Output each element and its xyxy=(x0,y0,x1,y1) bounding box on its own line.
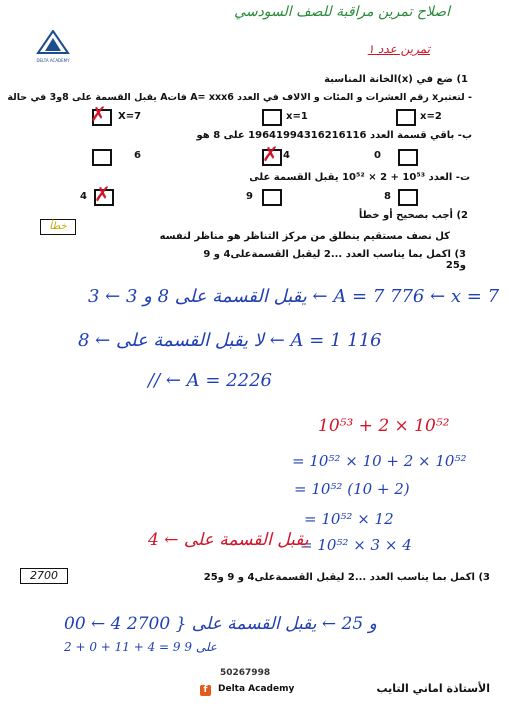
logo-text: DELTA ACADEMY xyxy=(36,58,70,63)
q1a-checkbox-3[interactable] xyxy=(396,109,416,126)
q3-repeat: 3) اكمل بما يناسب العدد ...2 ليقبل القسمةعلى4 و 9 و25 xyxy=(203,572,490,583)
q3-title: 3) اكمل بما يناسب العدد ...2 ليقبل القسمةعلى4 و 9 و25 xyxy=(203,249,466,271)
academy-name: Delta Academy xyxy=(218,684,295,694)
academy-logo xyxy=(36,30,70,63)
delta-triangle-icon xyxy=(36,30,70,54)
final-line-1: 00 ← 4 و 25 ← يقبل القسمة على { 2700 xyxy=(64,614,377,634)
q1-title: 1) ضع في (x)الخانة المناسبة xyxy=(324,74,468,85)
work-line-3: // ← A = 2226 xyxy=(148,370,272,391)
q1a-option-1: X=7 xyxy=(118,111,142,122)
work-line-2: 8 ← لا يقبل القسمة على ← A = 1 116 xyxy=(78,330,382,351)
q1c-text: ت- العدد 10⁵³ + 2 × 10⁵² يقبل القسمة على xyxy=(249,172,470,183)
check-mark-icon: ✗ xyxy=(94,182,111,206)
calc-line-1: 10⁵³ + 2 × 10⁵² xyxy=(318,416,450,436)
phone-number: 50267998 xyxy=(220,668,271,678)
q1b-checkbox-3[interactable] xyxy=(398,149,418,166)
q1b-option-1: 6 xyxy=(134,150,141,161)
q1c-option-1: 4 xyxy=(80,191,87,202)
q2-title: 2) أجب بصحيح أو خطأ xyxy=(358,210,468,221)
q1b-option-3: 0 xyxy=(374,150,381,161)
check-mark-icon: ✗ xyxy=(90,102,107,126)
calc-line-3: = 10⁵² (10 + 2) xyxy=(294,480,410,498)
teacher-name: الأستاذة اماني التايب xyxy=(376,682,490,695)
q1a-text: - لتعتبرx رقم العشرات و المئات و الالاف في العدد A= xxx6 فاتA يقبل القسمة على 8و3 في حالة xyxy=(7,92,472,103)
q1b-checkbox-1[interactable] xyxy=(92,149,112,166)
q1a-checkbox-2[interactable] xyxy=(262,109,282,126)
calc-line-2: = 10⁵² × 10 + 2 × 10⁵² xyxy=(292,452,467,470)
boxed-number: 2700 xyxy=(20,568,68,584)
final-line-2: 2 + 0 + 11 + 4 = 9 على 9 xyxy=(64,640,217,654)
q1a-option-2: x=1 xyxy=(286,111,308,122)
check-mark-icon: ✗ xyxy=(262,142,279,166)
q1c-option-3: 8 xyxy=(384,191,391,202)
q1b-option-2: 4 xyxy=(283,150,290,161)
conclusion: 4 ← يقبل القسمة على xyxy=(148,530,309,550)
facebook-icon: f xyxy=(200,685,211,696)
q1c-option-2: 9 xyxy=(246,191,253,202)
q1b-text: ب- باقي قسمة العدد 19641994316216116 على 8 هو xyxy=(196,130,472,141)
footer xyxy=(0,666,509,720)
exercise-label: تمرين عدد ١ xyxy=(367,42,430,56)
calc-line-5: = 10⁵² × 3 × 4 xyxy=(300,536,412,554)
correction-title: اصلاح تمرين مراقبة للصف السودسي xyxy=(234,4,450,20)
q1a-option-3: x=2 xyxy=(420,111,442,122)
work-line-1: 3 ← يقبل القسمة على 8 و 3 ← A = 7 776 ← x = 7 xyxy=(88,286,500,307)
q1c-checkbox-3[interactable] xyxy=(398,189,418,206)
q2-answer-box: خطأ xyxy=(40,219,76,235)
q1c-checkbox-2[interactable] xyxy=(262,189,282,206)
calc-line-4: = 10⁵² × 12 xyxy=(304,510,394,528)
q2-statement: كل نصف مستقيم ينطلق من مركز التناظر هو مناظر لنفسه xyxy=(159,231,450,242)
